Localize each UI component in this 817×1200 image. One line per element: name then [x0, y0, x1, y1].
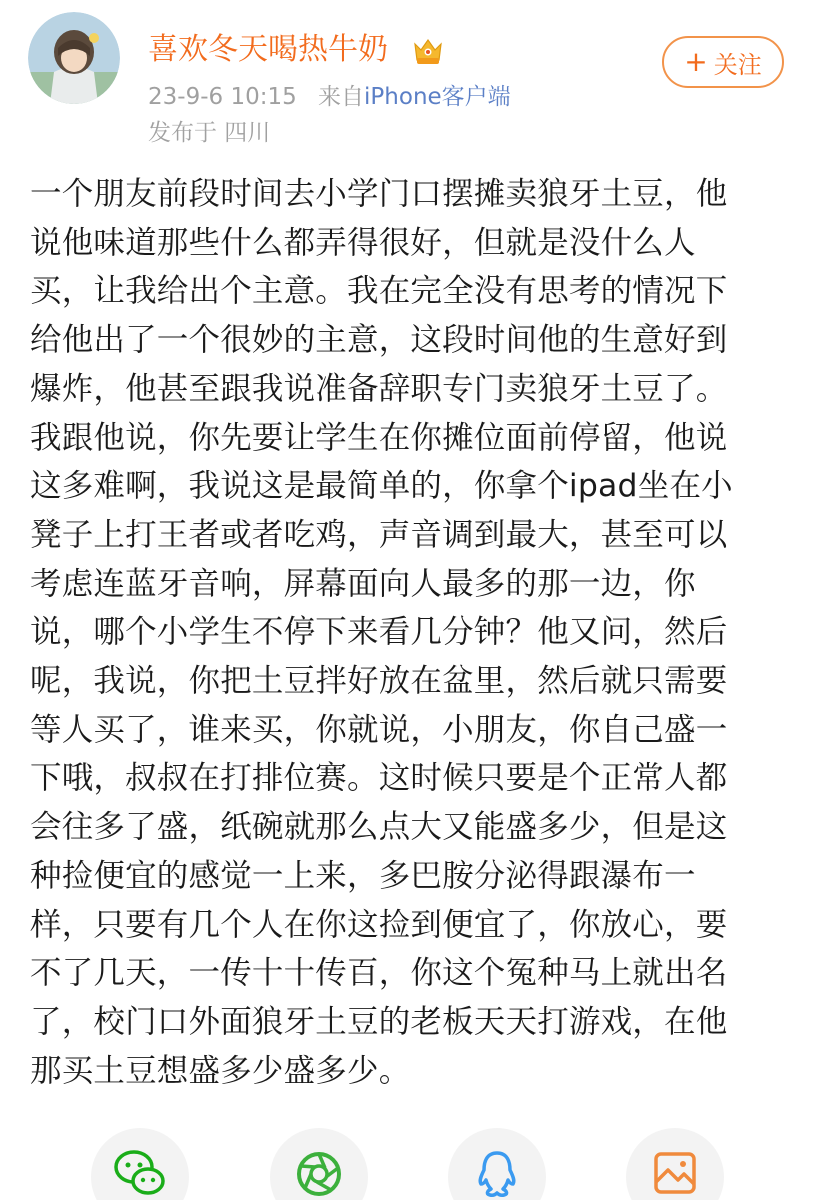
post-timestamp: 23-9-6 10:15 — [148, 84, 297, 110]
post-text-line: 考虑连蓝牙音响，屏幕面向人最多的那一边，你 — [30, 565, 696, 602]
post-text-line: 这多难啊，我说这是最简单的，你拿个ipad坐在小 — [30, 468, 733, 505]
post-text-line: 买，让我给出个主意。我在完全没有思考的情况下 — [30, 273, 728, 310]
username[interactable]: 喜欢冬天喝热牛奶 — [148, 32, 388, 67]
moments-icon — [295, 1150, 343, 1198]
post-text-line: 说他味道那些什么都弄得很好，但就是没什么人 — [30, 224, 696, 261]
post-text-line: 等人买了，谁来买，你就说，小朋友，你自己盛一 — [30, 711, 728, 748]
save-image-button[interactable] — [626, 1128, 724, 1200]
post-text-line: 样，只要有几个人在你这捡到便宜了，你放心，要 — [30, 906, 728, 943]
post-text-line: 我跟他说，你先要让学生在你摊位面前停留，他说 — [30, 419, 728, 456]
post-text-line: 凳子上打王者或者吃鸡，声音调到最大，甚至可以 — [30, 516, 728, 553]
post-text-line: 那买土豆想盛多少盛多少。 — [30, 1052, 411, 1089]
save-image-icon — [652, 1150, 698, 1198]
post-body — [30, 170, 790, 1095]
wechat-icon — [114, 1150, 166, 1196]
post-text-line: 说，哪个小学生不停下来看几分钟？他又问，然后 — [30, 614, 728, 651]
post-text-line: 下哦，叔叔在打排位赛。这时候只要是个正常人都 — [30, 760, 728, 797]
source-link[interactable]: iPhone客户端 — [364, 84, 511, 110]
post-location: 发布于 四川 — [148, 120, 271, 146]
follow-label: 关注 — [713, 50, 762, 79]
post-text-line: 一个朋友前段时间去小学门口摆摊卖狼牙土豆，他 — [30, 176, 728, 212]
crown-vip-icon — [412, 36, 444, 66]
source-prefix: 来自 — [318, 84, 365, 110]
plus-icon: + — [684, 45, 708, 78]
post-text-line: 种捡便宜的感觉一上来，多巴胺分泌得跟瀑布一 — [30, 857, 696, 894]
post-text-line: 爆炸，他甚至跟我说准备辞职专门卖狼牙土豆了。 — [30, 370, 728, 407]
share-wechat-button[interactable] — [91, 1128, 189, 1200]
post-text-line: 会往多了盛，纸碗就那么点大又能盛多少，但是这 — [30, 809, 728, 846]
share-qq-button[interactable] — [448, 1128, 546, 1200]
post-text-line: 了，校门口外面狼牙土豆的老板天天打游戏，在他 — [30, 1003, 728, 1040]
post-text-line: 给他出了一个很妙的主意，这段时间他的生意好到 — [30, 322, 728, 359]
share-moments-button[interactable] — [270, 1128, 368, 1200]
follow-button[interactable] — [662, 36, 784, 88]
post-meta — [148, 82, 511, 112]
qq-icon — [476, 1150, 518, 1200]
post-text-line: 不了几天，一传十十传百，你这个冤种马上就出名 — [30, 955, 728, 992]
post-text-line: 呢，我说，你把土豆拌好放在盆里，然后就只需要 — [30, 663, 728, 700]
user-avatar[interactable] — [28, 12, 120, 104]
